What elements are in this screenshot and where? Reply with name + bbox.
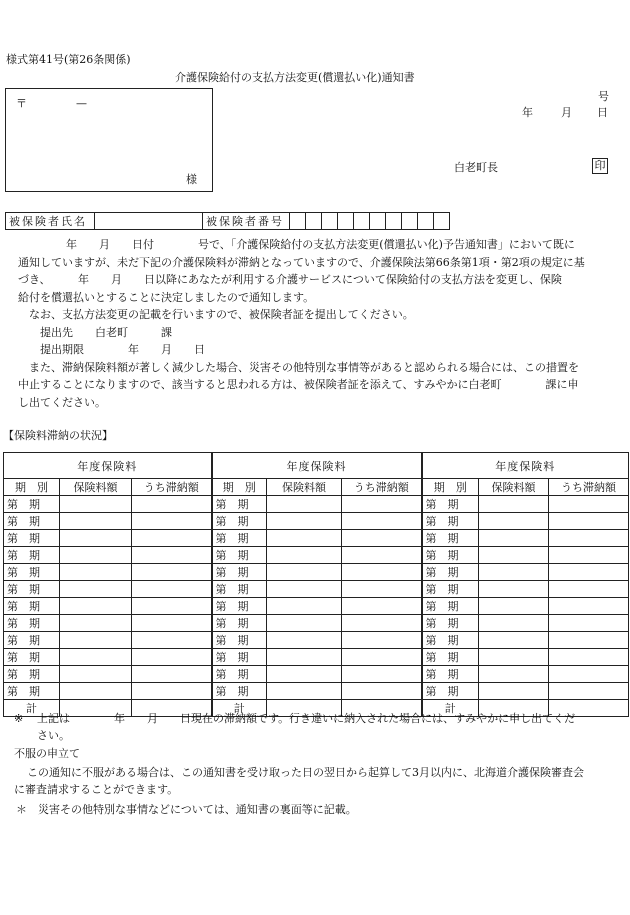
- period-label: 第 期: [422, 615, 479, 632]
- arrears-amount-cell[interactable]: [549, 530, 629, 547]
- premium-amount-cell[interactable]: [479, 564, 549, 581]
- premium-amount-cell[interactable]: [479, 496, 549, 513]
- notice-body: [18, 236, 620, 411]
- period-label: 第 期: [422, 632, 479, 649]
- arrears-amount-cell[interactable]: [342, 666, 422, 683]
- premium-amount-cell[interactable]: [267, 547, 342, 564]
- col-arrears: うち滞納額: [549, 479, 629, 496]
- insured-number-digit[interactable]: [338, 213, 354, 230]
- premium-amount-cell[interactable]: [479, 547, 549, 564]
- period-label: 第 期: [4, 564, 60, 581]
- col-premium: 保険料額: [60, 479, 132, 496]
- total-label: 計: [422, 700, 479, 717]
- arrears-amount-cell[interactable]: [549, 615, 629, 632]
- period-label: 第 期: [212, 683, 267, 700]
- period-label: 第 期: [212, 666, 267, 683]
- note-mark: ※: [14, 712, 24, 725]
- period-label: 第 期: [4, 530, 60, 547]
- body-line: また、滞納保険料額が著しく減少した場合、災害その他特別な事情等があると認められる場合には、この措置を: [29, 360, 579, 374]
- premium-amount-cell[interactable]: [479, 530, 549, 547]
- arrears-amount-cell[interactable]: [549, 632, 629, 649]
- arrears-amount-cell[interactable]: [549, 683, 629, 700]
- arrears-amount-cell[interactable]: [342, 615, 422, 632]
- premium-amount-cell[interactable]: [60, 598, 132, 615]
- premium-amount-cell[interactable]: [60, 530, 132, 547]
- table-row: [4, 513, 629, 530]
- premium-amount-cell[interactable]: [60, 666, 132, 683]
- insured-info-table: [5, 212, 450, 230]
- table-row: [4, 666, 629, 683]
- period-label: 第 期: [212, 547, 267, 564]
- period-label: 第 期: [212, 513, 267, 530]
- document-title: 介護保険給付の支払方法変更(償還払い化)通知書: [175, 71, 415, 84]
- year-header: 年度保険料: [422, 453, 629, 479]
- table-row: [4, 598, 629, 615]
- arrears-amount-cell[interactable]: [132, 581, 212, 598]
- insured-number-digit[interactable]: [434, 213, 450, 230]
- table-row: [4, 649, 629, 666]
- period-label: 第 期: [4, 598, 60, 615]
- appeal-title: 不服の申立て: [14, 747, 80, 760]
- period-label: 第 期: [4, 547, 60, 564]
- arrears-amount-cell[interactable]: [549, 666, 629, 683]
- body-line: 中止することになりますので、該当すると思われる方は、被保険者証を添えて、すみやかに白老町 課に申: [18, 378, 579, 391]
- insured-number-digit[interactable]: [354, 213, 370, 230]
- body-line: なお、支払方法変更の記載を行いますので、被保険者証を提出してください。: [29, 308, 414, 321]
- premium-amount-cell[interactable]: [479, 598, 549, 615]
- insured-number-label: 被保険者番号: [203, 213, 290, 230]
- premium-amount-cell[interactable]: [479, 683, 549, 700]
- table-row: [4, 615, 629, 632]
- table-row: [4, 496, 629, 513]
- period-label: 第 期: [422, 598, 479, 615]
- period-label: 第 期: [212, 615, 267, 632]
- date-year-label: 年: [522, 106, 533, 119]
- insured-number-digit[interactable]: [402, 213, 418, 230]
- premium-amount-cell[interactable]: [479, 513, 549, 530]
- insured-number-digit[interactable]: [306, 213, 322, 230]
- premium-amount-cell[interactable]: [267, 649, 342, 666]
- arrears-amount-cell[interactable]: [132, 598, 212, 615]
- period-label: 第 期: [422, 530, 479, 547]
- form-id: 様式第41号(第26条関係): [6, 53, 131, 66]
- premium-amount-cell[interactable]: [60, 615, 132, 632]
- premium-amount-cell[interactable]: [267, 564, 342, 581]
- period-label: 第 期: [422, 666, 479, 683]
- total-label: 計: [4, 700, 60, 717]
- body-line: 年 月 日付 号で、「介護保険給付の支払方法変更(償還払い化)予告通知書」において既に: [66, 238, 575, 251]
- period-label: 第 期: [422, 649, 479, 666]
- col-period: 期 別: [422, 479, 479, 496]
- period-label: 第 期: [212, 632, 267, 649]
- table-row: [4, 632, 629, 649]
- insured-number-digit[interactable]: [386, 213, 402, 230]
- body-line: 給付を償還払いとすることに決定しましたので通知します。: [18, 290, 315, 304]
- table-row: [4, 581, 629, 598]
- period-label: 第 期: [4, 581, 60, 598]
- insured-name-label: 被保険者氏名: [6, 213, 95, 230]
- col-period: 期 別: [4, 479, 60, 496]
- appeal-line: に審査請求することができます。: [14, 783, 179, 796]
- premium-amount-cell[interactable]: [479, 581, 549, 598]
- period-label: 第 期: [4, 666, 60, 683]
- arrears-amount-cell[interactable]: [132, 513, 212, 530]
- premium-amount-cell[interactable]: [60, 547, 132, 564]
- submit-to: 提出先 白老町 課: [40, 325, 172, 339]
- premium-amount-cell[interactable]: [267, 683, 342, 700]
- year-header: 年度保険料: [212, 453, 422, 479]
- table-row: [4, 530, 629, 547]
- arrears-amount-cell[interactable]: [132, 530, 212, 547]
- body-line: づき、 年 月 日以降にあなたが利用する介護サービスについて保険給付の支払方法を変更し、保険: [18, 273, 562, 286]
- premium-amount-cell[interactable]: [60, 513, 132, 530]
- arrears-section-title: 【保険料滞納の状況】: [3, 429, 113, 442]
- postal-mark: 〒: [16, 97, 27, 110]
- arrears-amount-cell[interactable]: [342, 513, 422, 530]
- table-row: [4, 683, 629, 700]
- year-header: 年度保険料: [4, 453, 212, 479]
- period-label: 第 期: [212, 598, 267, 615]
- period-label: 第 期: [422, 683, 479, 700]
- insured-number-digit[interactable]: [418, 213, 434, 230]
- period-label: 第 期: [212, 496, 267, 513]
- postal-dash: —: [76, 97, 87, 110]
- total-label: 計: [212, 700, 267, 717]
- arrears-amount-cell[interactable]: [342, 632, 422, 649]
- period-label: 第 期: [4, 632, 60, 649]
- premium-amount-cell[interactable]: [267, 598, 342, 615]
- note-line: 上記は 年 月 日現在の滞納額です。行き違いに納入された場合には、すみやかに申し出てくだ: [37, 712, 576, 725]
- star-note: ＊ 災害その他特別な事情などについては、通知書の裏面等に記載。: [16, 803, 357, 816]
- notice-number-label: 号: [598, 90, 609, 103]
- arrears-amount-cell[interactable]: [132, 666, 212, 683]
- premium-amount-cell[interactable]: [267, 530, 342, 547]
- table-row: [4, 547, 629, 564]
- arrears-amount-cell[interactable]: [132, 615, 212, 632]
- col-premium: 保険料額: [267, 479, 342, 496]
- arrears-amount-cell[interactable]: [549, 496, 629, 513]
- col-arrears: うち滞納額: [342, 479, 422, 496]
- premium-amount-cell[interactable]: [479, 649, 549, 666]
- period-label: 第 期: [422, 496, 479, 513]
- arrears-amount-cell[interactable]: [342, 581, 422, 598]
- honorific: 様: [186, 173, 197, 186]
- premium-amount-cell[interactable]: [267, 513, 342, 530]
- arrears-amount-cell[interactable]: [132, 649, 212, 666]
- period-label: 第 期: [212, 581, 267, 598]
- arrears-amount-cell[interactable]: [549, 581, 629, 598]
- arrears-amount-cell[interactable]: [342, 598, 422, 615]
- body-line: し出てください。: [18, 395, 106, 409]
- premium-amount-cell[interactable]: [267, 581, 342, 598]
- date-day-label: 日: [597, 106, 608, 119]
- arrears-amount-cell[interactable]: [132, 496, 212, 513]
- period-label: 第 期: [212, 530, 267, 547]
- period-label: 第 期: [422, 564, 479, 581]
- arrears-amount-cell[interactable]: [342, 683, 422, 700]
- premium-amount-cell[interactable]: [60, 632, 132, 649]
- arrears-amount-cell[interactable]: [132, 632, 212, 649]
- arrears-amount-cell[interactable]: [342, 547, 422, 564]
- period-label: 第 期: [422, 581, 479, 598]
- premium-amount-cell[interactable]: [60, 649, 132, 666]
- appeal-line: この通知に不服がある場合は、この通知書を受け取った日の翌日から起算して3月以内に、北海道介護保険審査会: [27, 766, 584, 779]
- date-month-label: 月: [561, 106, 572, 119]
- address-box[interactable]: [5, 88, 213, 192]
- premium-amount-cell[interactable]: [60, 564, 132, 581]
- period-label: 第 期: [4, 649, 60, 666]
- insured-number-digit[interactable]: [290, 213, 306, 230]
- arrears-amount-cell[interactable]: [549, 598, 629, 615]
- table-row: [4, 564, 629, 581]
- period-label: 第 期: [422, 547, 479, 564]
- col-period: 期 別: [212, 479, 267, 496]
- arrears-amount-cell[interactable]: [342, 564, 422, 581]
- arrears-amount-cell[interactable]: [549, 547, 629, 564]
- period-label: 第 期: [4, 513, 60, 530]
- arrears-amount-cell[interactable]: [342, 530, 422, 547]
- premium-amount-cell[interactable]: [60, 683, 132, 700]
- arrears-amount-cell[interactable]: [342, 649, 422, 666]
- premium-amount-cell[interactable]: [267, 615, 342, 632]
- arrears-amount-cell[interactable]: [549, 564, 629, 581]
- seal-mark: 印: [592, 158, 608, 174]
- insured-name-field[interactable]: [95, 213, 203, 230]
- period-label: 第 期: [212, 564, 267, 581]
- arrears-amount-cell[interactable]: [132, 564, 212, 581]
- submit-deadline: 提出期限 年 月 日: [40, 343, 205, 356]
- premium-amount-cell[interactable]: [267, 496, 342, 513]
- col-arrears: うち滞納額: [132, 479, 212, 496]
- arrears-table: [3, 452, 629, 717]
- arrears-amount-cell[interactable]: [342, 496, 422, 513]
- arrears-amount-cell[interactable]: [132, 683, 212, 700]
- period-label: 第 期: [212, 649, 267, 666]
- period-label: 第 期: [422, 513, 479, 530]
- insured-number-digit[interactable]: [370, 213, 386, 230]
- premium-amount-cell[interactable]: [267, 632, 342, 649]
- col-premium: 保険料額: [479, 479, 549, 496]
- arrears-amount-cell[interactable]: [132, 547, 212, 564]
- premium-amount-cell[interactable]: [60, 496, 132, 513]
- arrears-amount-cell[interactable]: [549, 513, 629, 530]
- premium-amount-cell[interactable]: [479, 666, 549, 683]
- arrears-amount-cell[interactable]: [549, 649, 629, 666]
- premium-amount-cell[interactable]: [60, 581, 132, 598]
- period-label: 第 期: [4, 683, 60, 700]
- period-label: 第 期: [4, 615, 60, 632]
- insured-number-digit[interactable]: [322, 213, 338, 230]
- body-line: 通知していますが、未だ下記の介護保険料が滞納となっていますので、介護保険法第66条第1項・第2項の規定に基: [18, 255, 585, 269]
- note-line: さい。: [37, 729, 70, 742]
- premium-amount-cell[interactable]: [479, 615, 549, 632]
- period-label: 第 期: [4, 496, 60, 513]
- premium-amount-cell[interactable]: [479, 632, 549, 649]
- issuer-name: 白老町長: [454, 161, 498, 174]
- premium-amount-cell[interactable]: [267, 666, 342, 683]
